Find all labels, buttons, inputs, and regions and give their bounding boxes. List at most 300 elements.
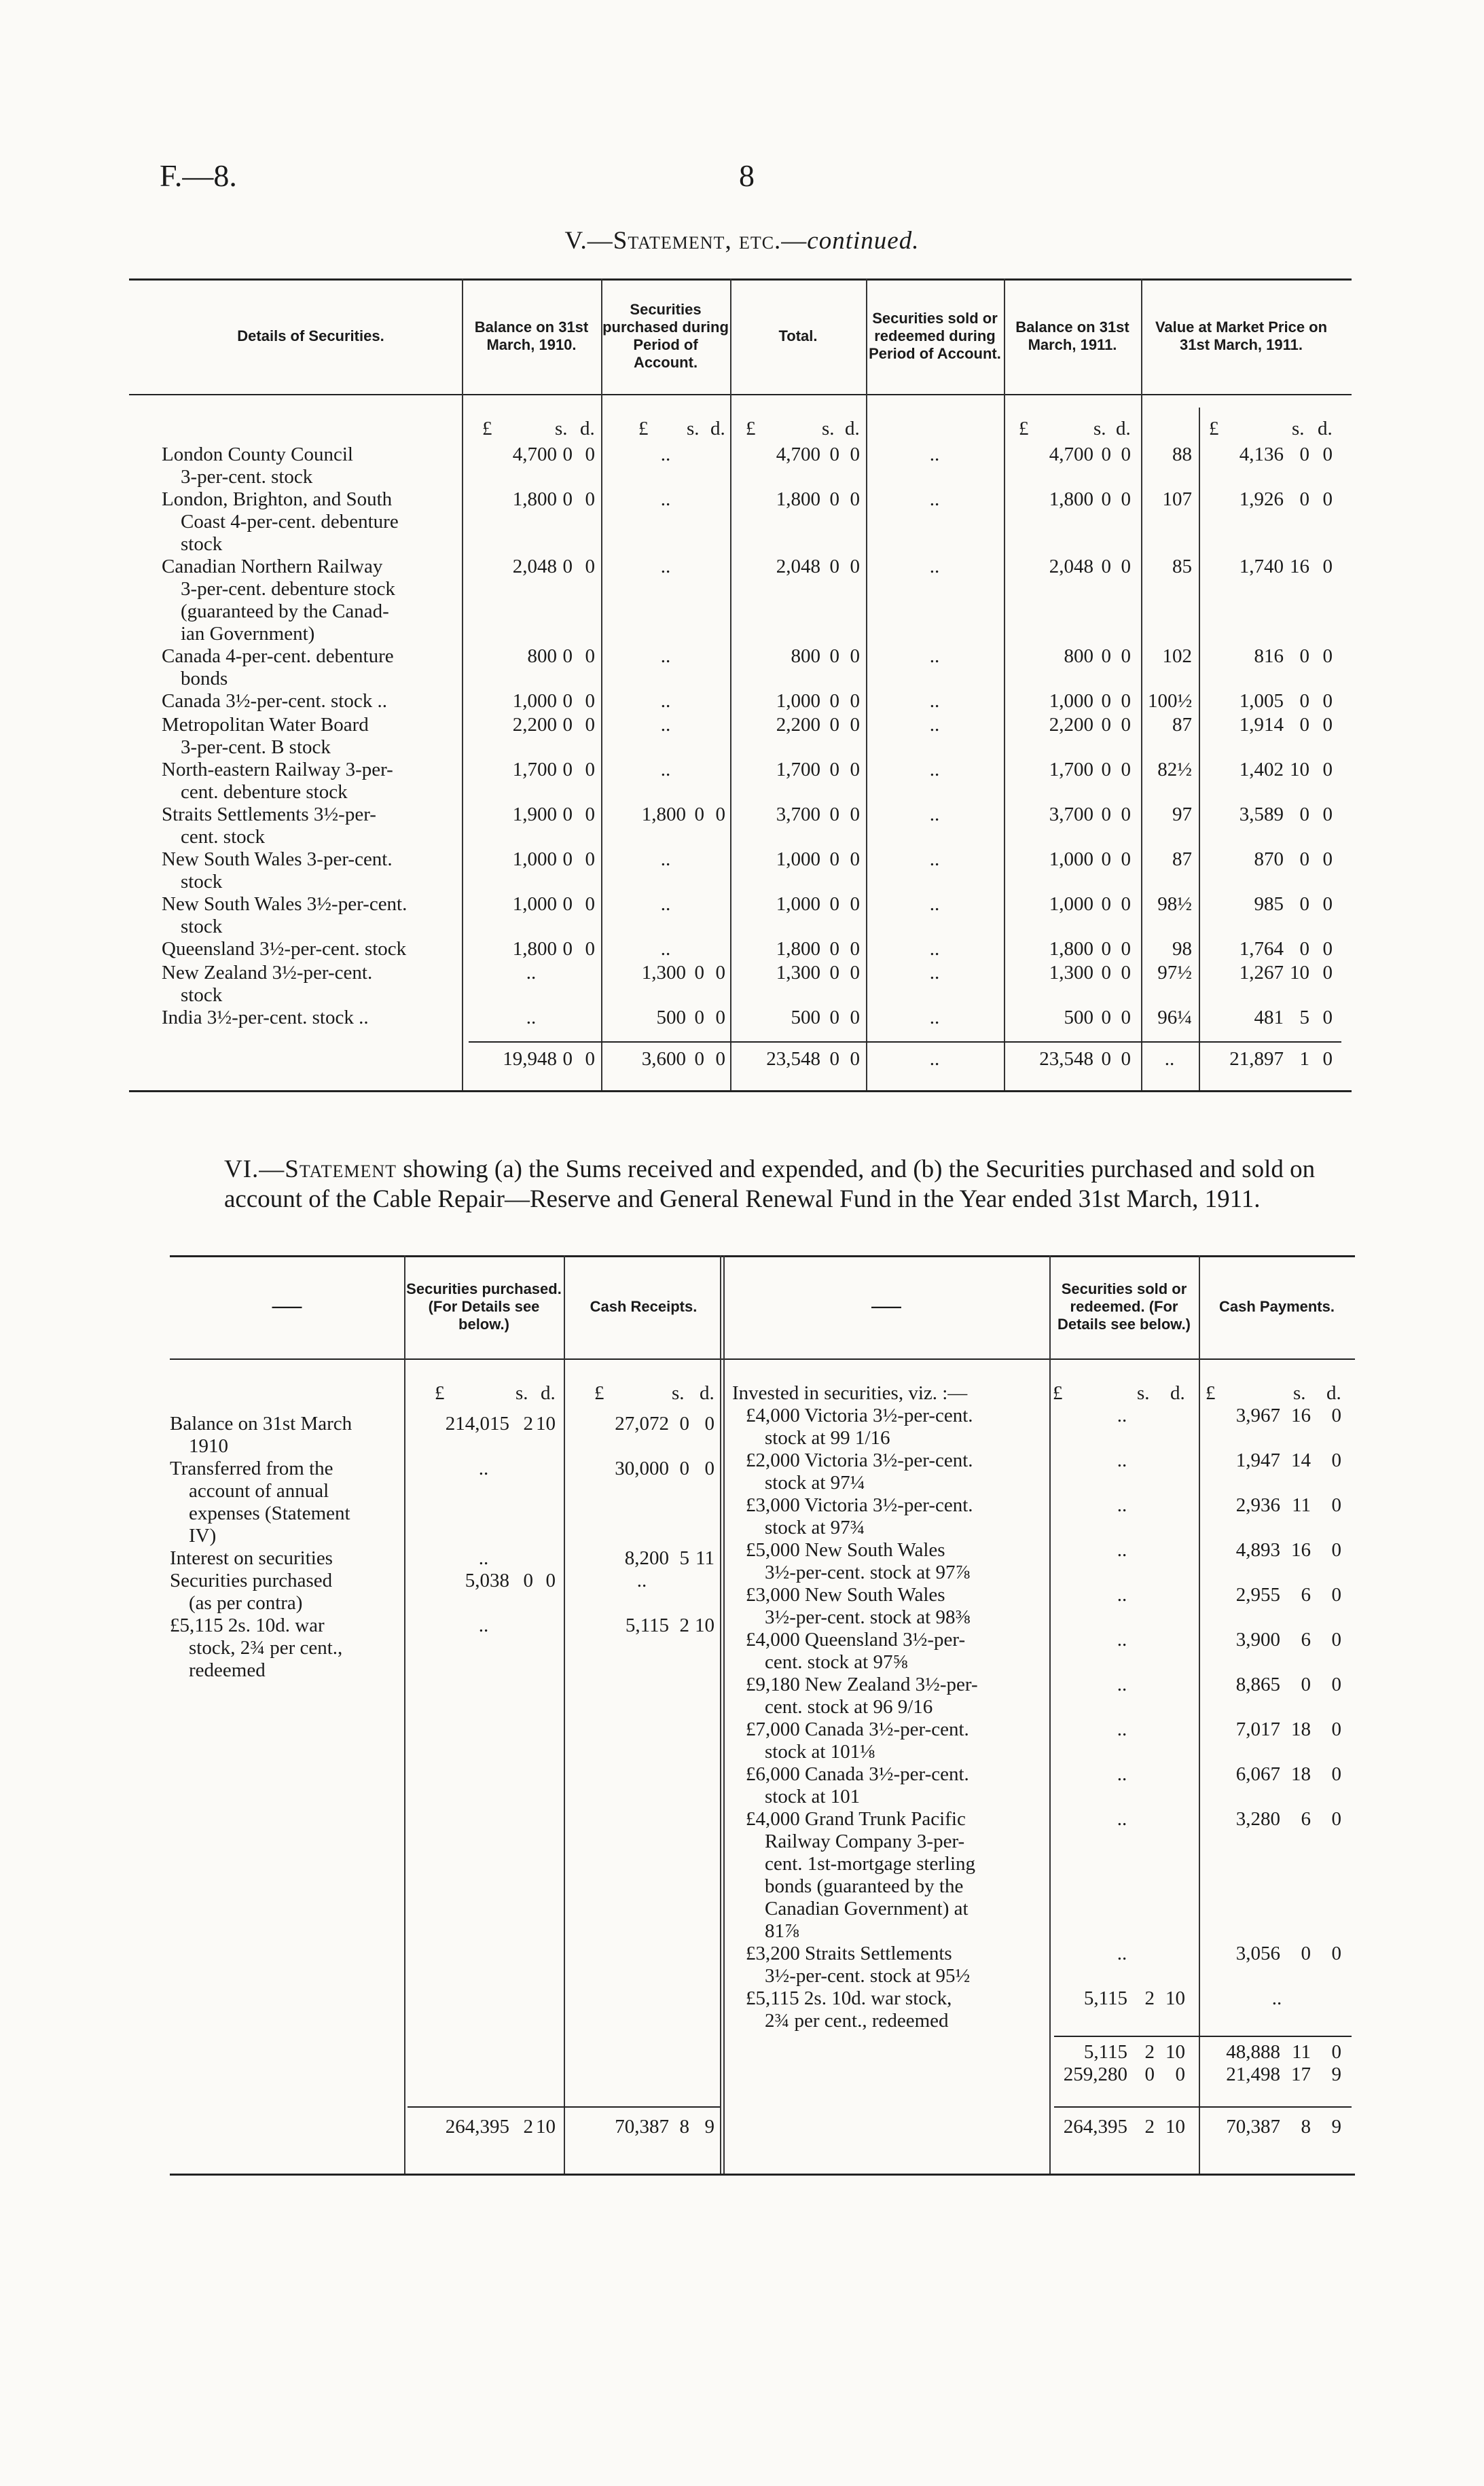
total-pounds: 2,200 [776,714,820,736]
market-value-shillings: 16 [1290,556,1309,577]
security-name [162,962,460,1007]
security-name-line: Queensland 3½-per-cent. stock [162,938,407,960]
section5-total-rule [469,1041,1341,1043]
total-pounds: 800 [791,645,820,667]
sold-empty: .. [929,488,940,510]
securities-purchased-pence: 10 [536,1413,556,1435]
balance-1910-pence: 0 [585,645,595,667]
total-balance-1911-shillings: 0 [1101,1048,1111,1070]
purchased-empty: .. [660,938,671,960]
subtotal-sold-pounds: 5,115 [1083,2041,1127,2063]
securities-sold-empty: .. [1117,1943,1127,1964]
cash-receipts-header: Cash Receipts. [590,1298,698,1315]
purchased-empty: .. [660,690,671,712]
balance-sold-pence: 0 [1175,2064,1185,2085]
market-value-shillings: 0 [1299,893,1309,915]
security-name-line: London, Brighton, and South [162,488,393,510]
payment-label-line: £5,115 2s. 10d. war stock, [746,1987,952,2009]
cash-payment-pence: 0 [1331,1539,1341,1561]
receipt-label-line: stock, 2¾ per cent., [189,1637,343,1659]
market-value-pounds: 1,267 [1239,962,1284,984]
securities-purchased-shillings: 0 [523,1570,533,1591]
unit-shilling: s. [555,418,568,439]
market-value-pence: 0 [1322,938,1333,960]
purchased-empty: .. [660,556,671,577]
receipt-label-line: redeemed [189,1659,266,1681]
cash-payment-pounds: 3,967 [1235,1405,1280,1426]
sold-empty: .. [929,893,940,915]
total-shillings: 0 [829,556,839,577]
total-shillings: 0 [829,1007,839,1028]
cash-receipt-pence: 10 [695,1615,714,1636]
balance-1910-pounds: 4,700 [512,444,557,465]
market-price: 96¼ [1157,1007,1192,1028]
market-value-pounds: 870 [1254,848,1284,870]
market-value-pence: 0 [1322,444,1333,465]
total-pence: 0 [850,848,860,870]
cash-payment-shillings: 6 [1301,1584,1311,1606]
total-market-value-shillings: 1 [1299,1048,1309,1070]
unit-pound: £ [1053,1382,1063,1404]
payment-label [746,1539,1048,1584]
payment-label-line: cent. stock at 97⅝ [765,1651,908,1673]
cash-payment-pounds: 1,947 [1235,1449,1280,1471]
securities-sold-shillings: 2 [1144,1987,1155,2009]
total-pence: 0 [850,714,860,736]
subtotal-payments-pence: 0 [1331,2041,1341,2063]
cash-payment-shillings: 6 [1301,1629,1311,1651]
balance-1910-pence: 0 [585,938,595,960]
security-name-line: 3-per-cent. B stock [181,736,331,758]
cash-payment-pence: 0 [1331,1405,1341,1426]
market-value-pounds: 1,926 [1239,488,1284,510]
cash-receipt-pounds: 27,072 [615,1413,669,1435]
security-name-line: 3-per-cent. debenture stock [181,578,395,600]
balance-1910-pounds: 2,048 [512,556,557,577]
balance-1911-pence: 0 [1121,848,1131,870]
unit-shilling: s. [687,418,700,439]
payment-label-line: cent. stock at 96 9/16 [765,1696,933,1718]
unit-shilling: s. [1137,1382,1150,1404]
total-shillings: 0 [829,714,839,736]
total-cash-payments-pence: 9 [1331,2116,1341,2138]
section5-col-header: Total. [778,327,818,344]
cash-receipt-pence: 11 [695,1547,714,1569]
securities-sold-empty: .. [1117,1584,1127,1606]
total-balance-1910-pence: 0 [585,1048,595,1070]
security-name [162,804,460,848]
unit-pound: £ [435,1382,445,1404]
payment-label [746,1718,1048,1763]
balance-1910-pence: 0 [585,444,595,465]
unit-shilling: s. [672,1382,685,1404]
securities-purchased-pounds: 5,038 [465,1570,509,1591]
market-value-pence: 0 [1322,1007,1333,1028]
security-name [162,1007,460,1029]
purchased-shillings: 0 [694,962,704,984]
balance-1911-shillings: 0 [1101,848,1111,870]
total-purchased-pence: 0 [715,1048,725,1070]
subtotal-payments-shillings: 11 [1292,2041,1311,2063]
column-divider [404,1255,405,2174]
purchased-empty: .. [660,645,671,667]
balance-1910-shillings: 0 [562,444,573,465]
purchased-pence: 0 [715,962,725,984]
unit-shilling: s. [1293,1382,1306,1404]
payment-label-line: 2¾ per cent., redeemed [765,2010,949,2032]
purchased-pounds: 1,300 [641,962,686,984]
balance-1911-pounds: 500 [1064,1007,1093,1028]
total-pounds: 500 [791,1007,820,1028]
payment-label [746,1494,1048,1539]
balance-1911-pounds: 2,200 [1049,714,1093,736]
security-name [162,488,460,556]
balance-1910-shillings: 0 [562,714,573,736]
total-pence: 0 [850,1007,860,1028]
purchased-empty: .. [660,759,671,780]
balance-1910-shillings: 0 [562,690,573,712]
sold-empty: .. [929,714,940,736]
total-securities-purchased-pounds: 264,395 [445,2116,509,2138]
balance-1910-shillings: 0 [562,556,573,577]
total-pence: 0 [850,556,860,577]
cash-payment-pounds: 2,936 [1235,1494,1280,1516]
total-balance-1911-pence: 0 [1121,1048,1131,1070]
market-value-shillings: 0 [1299,690,1309,712]
market-value-shillings: 0 [1299,938,1309,960]
market-price: 97½ [1157,962,1192,984]
section6-title [224,1155,1345,1214]
balance-1911-pence: 0 [1121,804,1131,825]
balance-1910-pence: 0 [585,759,595,780]
security-name-line: Canada 3½-per-cent. stock .. [162,690,387,712]
payment-label-line: £5,000 New South Wales [746,1539,945,1561]
market-value-pence: 0 [1322,488,1333,510]
unit-pence: d. [541,1382,556,1404]
balance-1911-shillings: 0 [1101,488,1111,510]
market-value-pounds: 1,402 [1239,759,1284,780]
payment-label-line: stock at 97¾ [765,1517,865,1538]
total-pounds: 1,000 [776,893,820,915]
balance-1911-pence: 0 [1121,1007,1131,1028]
balance-1911-pence: 0 [1121,488,1131,510]
market-value-shillings: 0 [1299,714,1309,736]
section6-header-rule [170,1358,1355,1360]
unit-pound: £ [1019,418,1029,439]
balance-1910-shillings: 0 [562,804,573,825]
market-price: 87 [1172,848,1192,870]
balance-1910-pence: 0 [585,804,595,825]
total-securities-purchased-shillings: 2 [523,2116,533,2138]
balance-1910-shillings: 0 [562,488,573,510]
market-value-pounds: 4,136 [1239,444,1284,465]
security-name-line: New Zealand 3½-per-cent. [162,962,373,984]
balance-1911-shillings: 0 [1101,938,1111,960]
market-price: 87 [1172,714,1192,736]
balance-1911-pence: 0 [1121,893,1131,915]
cash-receipt-pence: 0 [704,1458,714,1479]
balance-1911-pence: 0 [1121,556,1131,577]
double-divider [720,1255,721,2174]
balance-1910-shillings: 0 [562,848,573,870]
payment-label [746,1943,1048,1987]
securities-sold-empty: .. [1117,1763,1127,1785]
security-name [162,556,460,645]
balance-1911-pounds: 4,700 [1049,444,1093,465]
total-total-pounds: 23,548 [766,1048,820,1070]
security-name-line: Canada 4-per-cent. debenture [162,645,394,667]
sold-empty: .. [929,444,940,465]
payment-label-line: stock at 101⅛ [765,1741,875,1763]
section6-total-rule-right [1054,2106,1352,2108]
securities-purchased-pence: 0 [545,1570,556,1591]
balance-1910-pence: 0 [585,893,595,915]
balance-1910-pounds: 1,800 [512,488,557,510]
total-balance-1910-shillings: 0 [562,1048,573,1070]
market-price: 98 [1172,938,1192,960]
market-value-pounds: 3,589 [1239,804,1284,825]
market-value-shillings: 0 [1299,848,1309,870]
unit-pence: d. [700,1382,714,1404]
section5-col-header: Balance on 31st March, 1910. [474,319,589,353]
security-name-line: stock [181,984,223,1006]
balance-1911-pounds: 1,700 [1049,759,1093,780]
purchased-empty: .. [660,714,671,736]
column-divider [462,278,463,1090]
balance-1910-shillings: 0 [562,938,573,960]
cash-payment-pounds: 7,017 [1235,1718,1280,1740]
unit-pound: £ [746,418,756,439]
cash-payment-pence: 0 [1331,1584,1341,1606]
unit-shilling: s. [822,418,835,439]
securities-purchased-empty: .. [478,1615,489,1636]
purchased-pounds: 1,800 [641,804,686,825]
total-cash-receipts-shillings: 8 [679,2116,689,2138]
payment-label-line: bonds (guaranteed by the [765,1875,964,1897]
security-name-line: North-eastern Railway 3-per- [162,759,393,780]
unit-pound: £ [1209,418,1219,439]
cash-payment-pounds: 4,893 [1235,1539,1280,1561]
cash-payment-pence: 0 [1331,1629,1341,1651]
section5-bottom-rule [129,1090,1352,1092]
security-name-line: (guaranteed by the Canad- [181,600,389,622]
receipt-label-line: £5,115 2s. 10d. war [170,1615,325,1636]
balance-1910-pounds: 1,900 [512,804,557,825]
unit-pound: £ [594,1382,604,1404]
market-value-pounds: 1,740 [1239,556,1284,577]
security-name-line: cent. stock [181,826,266,848]
total-pounds: 2,048 [776,556,820,577]
securities-sold-empty: .. [1117,1539,1127,1561]
balance-1911-shillings: 0 [1101,690,1111,712]
security-name-line: India 3½-per-cent. stock .. [162,1007,369,1028]
purchased-empty: .. [660,848,671,870]
total-pence: 0 [850,759,860,780]
security-name-line: Metropolitan Water Board [162,714,369,736]
securities-sold-empty: .. [1117,1449,1127,1471]
balance-1911-shillings: 0 [1101,759,1111,780]
total-pounds: 1,000 [776,690,820,712]
cash-payments-header: Cash Payments. [1219,1298,1335,1315]
payment-label-line: stock at 99 1/16 [765,1427,890,1449]
payment-label-line: £9,180 New Zealand 3½-per- [746,1674,978,1695]
total-shillings: 0 [829,759,839,780]
unit-pence: d. [710,418,725,439]
sold-empty: .. [929,759,940,780]
balance-1910-pounds: 1,800 [512,938,557,960]
security-name-line: stock [181,871,223,893]
total-cash-receipts-pence: 9 [704,2116,714,2138]
cash-payment-pence: 0 [1331,1808,1341,1830]
payment-label [746,1584,1048,1629]
market-value-pence: 0 [1322,759,1333,780]
balance-1911-pounds: 3,700 [1049,804,1093,825]
left-label-header: —— [272,1298,302,1315]
market-price: 98½ [1157,893,1192,915]
market-value-pounds: 816 [1254,645,1284,667]
payment-label-line: Railway Company 3-per- [765,1831,965,1852]
payment-label [746,1808,1048,1943]
receipt-label [170,1458,401,1547]
unit-pound: £ [482,418,492,439]
cash-payment-shillings: 6 [1301,1808,1311,1830]
balance-1911-pounds: 1,000 [1049,690,1093,712]
securities-sold-empty: .. [1117,1629,1127,1651]
sold-empty: .. [929,962,940,984]
cash-payment-shillings: 18 [1291,1763,1311,1785]
cash-receipt-pence: 0 [704,1413,714,1435]
payment-label-line: £4,000 Grand Trunk Pacific [746,1808,966,1830]
cash-payment-shillings: 16 [1291,1539,1311,1561]
payment-label-line: Canadian Government) at [765,1898,969,1920]
total-shillings: 0 [829,690,839,712]
market-price: 107 [1162,488,1192,510]
unit-shilling: s. [1292,418,1305,439]
cash-payment-shillings: 14 [1291,1449,1311,1471]
cash-receipt-shillings: 5 [679,1547,689,1569]
security-name-line: London County Council [162,444,353,465]
market-value-shillings: 10 [1290,759,1309,780]
receipt-label-line: account of annual [189,1480,329,1502]
purchased-shillings: 0 [694,804,704,825]
total-pence: 0 [850,690,860,712]
cash-payment-shillings: 18 [1291,1718,1311,1740]
balance-1911-shillings: 0 [1101,714,1111,736]
balance-1911-shillings: 0 [1101,1007,1111,1028]
purchased-empty: .. [660,444,671,465]
receipt-label-line: Transferred from the [170,1458,333,1479]
security-name-line: stock [181,533,223,555]
sold-empty: .. [929,690,940,712]
cash-payment-pounds: 2,955 [1235,1584,1280,1606]
balance-1911-pounds: 1,300 [1049,962,1093,984]
section5-header-rule [129,394,1352,395]
cash-payment-pence: 0 [1331,1943,1341,1964]
total-cash-payments-shillings: 8 [1301,2116,1311,2138]
cash-payment-pence: 0 [1331,1718,1341,1740]
subtotal-sold-shillings: 2 [1144,2041,1155,2063]
section5-col-header: Details of Securities. [237,327,384,344]
market-value-pence: 0 [1322,645,1333,667]
unit-pence: d. [1318,418,1333,439]
section5-title-cont: continued. [807,227,920,255]
total-sold-empty: .. [929,1048,940,1070]
cash-payment-pence: 0 [1331,1494,1341,1516]
unit-pence: d. [1116,418,1131,439]
cash-payment-pence: 0 [1331,1674,1341,1695]
sold-empty: .. [929,1007,940,1028]
receipt-label [170,1570,401,1615]
securities-purchased-header: Securities purchased. (For Details see below.) [406,1280,562,1333]
cash-receipt-shillings: 0 [679,1458,689,1479]
security-name [162,938,460,960]
balance-1910-pounds: 2,200 [512,714,557,736]
payment-label-line: cent. 1st-mortgage sterling [765,1853,976,1875]
purchased-pounds: 500 [656,1007,686,1028]
payment-label-line: stock at 101 [765,1786,861,1807]
balance-1911-shillings: 0 [1101,444,1111,465]
section5-title-main: V.—Statement, etc.— [564,227,808,255]
market-value-pounds: 1,764 [1239,938,1284,960]
receipt-label [170,1615,401,1682]
total-price-empty: .. [1164,1048,1175,1070]
securities-purchased-empty: .. [478,1458,489,1479]
balance-1910-pence: 0 [585,714,595,736]
balance-1910-shillings: 0 [562,759,573,780]
payments-heading: Invested in securities, viz. :— [732,1382,968,1404]
total-balance-1910-pounds: 19,948 [503,1048,557,1070]
right-label-header: —— [871,1298,901,1315]
security-name-line: New South Wales 3-per-cent. [162,848,393,870]
total-pounds: 3,700 [776,804,820,825]
securities-sold-empty: .. [1117,1808,1127,1830]
market-value-pounds: 1,005 [1239,690,1284,712]
total-purchased-shillings: 0 [694,1048,704,1070]
security-name-line: cent. debenture stock [181,781,348,803]
cash-payment-pence: 0 [1331,1449,1341,1471]
balance-payments-shillings: 17 [1291,2064,1311,2085]
receipt-label-line: Interest on securities [170,1547,333,1569]
security-name-line: ian Government) [181,623,315,645]
total-shillings: 0 [829,938,839,960]
payment-label-line: 3½-per-cent. stock at 98⅜ [765,1606,971,1628]
total-shillings: 0 [829,893,839,915]
total-pounds: 4,700 [776,444,820,465]
column-divider [564,1255,565,2174]
column-divider [1049,1255,1051,2174]
securities-purchased-pounds: 214,015 [445,1413,509,1435]
market-price: 85 [1172,556,1192,577]
security-name-line: Canadian Northern Railway [162,556,383,577]
cash-payment-shillings: 0 [1301,1674,1311,1695]
column-divider [866,278,867,1090]
market-value-shillings: 0 [1299,488,1309,510]
market-price: 88 [1172,444,1192,465]
market-value-pence: 0 [1322,848,1333,870]
securities-sold-header: Securities sold or redeemed. (For Details see below.) [1057,1280,1191,1333]
balance-1910-shillings: 0 [562,645,573,667]
receipt-label-line: 1910 [189,1435,228,1457]
cash-payment-empty: .. [1271,1987,1282,2009]
sold-empty: .. [929,804,940,825]
total-pounds: 1,000 [776,848,820,870]
market-value-shillings: 0 [1299,444,1309,465]
page-reference: F.—8. [160,158,237,193]
securities-purchased-shillings: 2 [523,1413,533,1435]
payment-label [746,1674,1048,1718]
balance-1910-empty: .. [526,1007,537,1028]
security-name-line: Coast 4-per-cent. debenture [181,511,399,533]
